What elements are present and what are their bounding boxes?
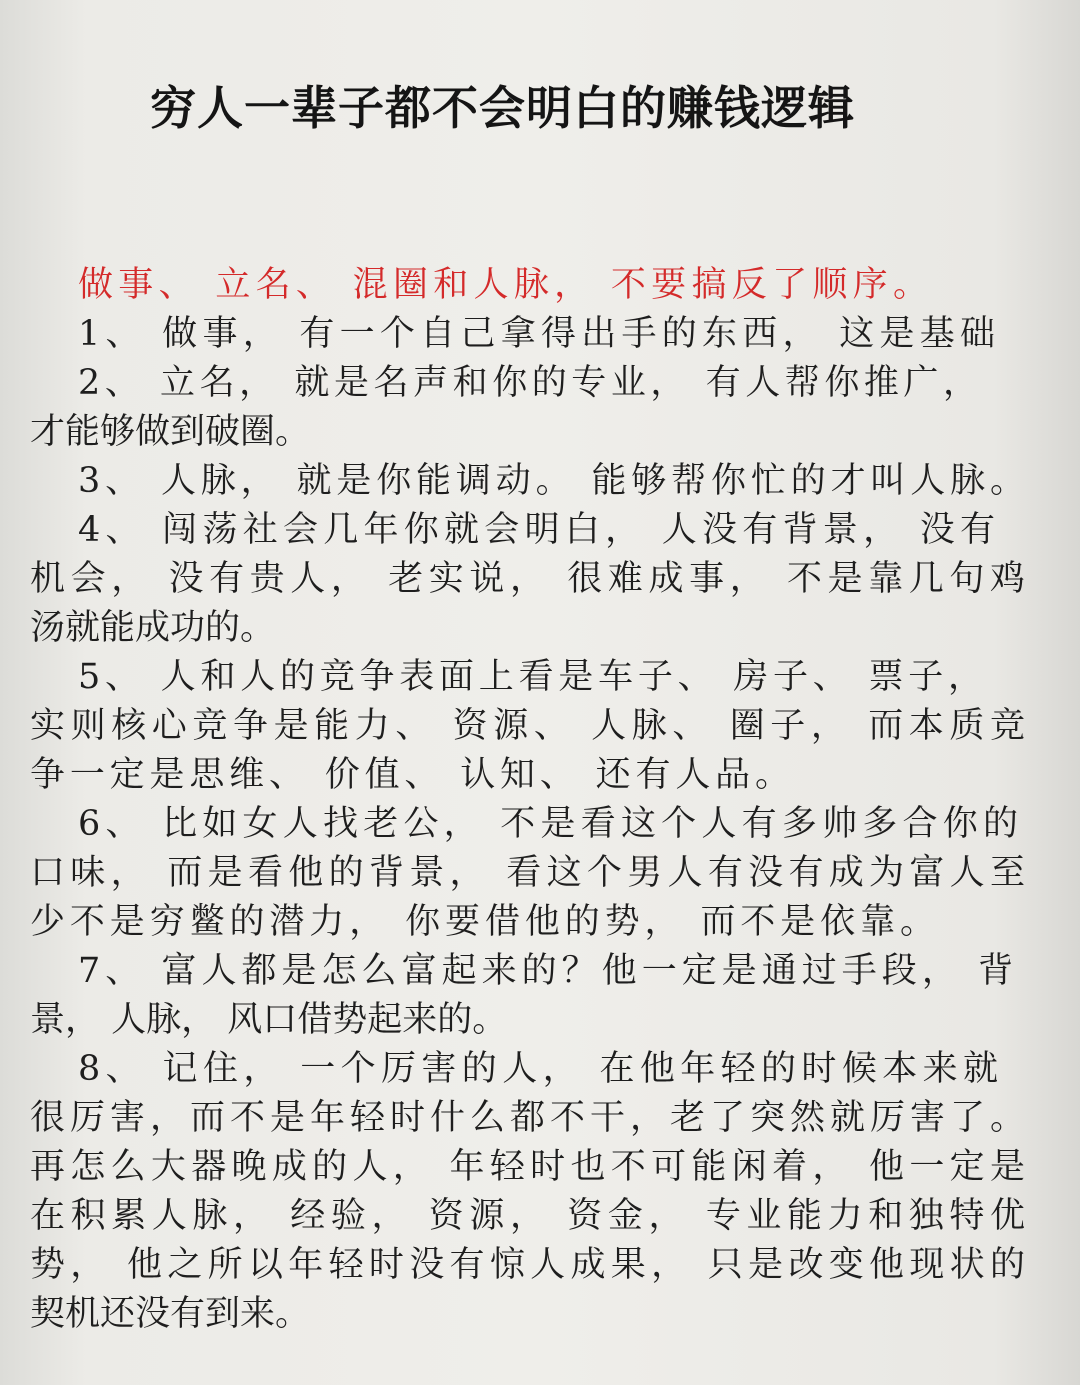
text-line: 7、 富人都是怎么富起来的？他一定是通过手段， 背 [78, 951, 1013, 991]
page-title: 穷人一辈子都不会明白的赚钱逻辑 [150, 81, 855, 135]
text-line: 汤就能成功的。 [30, 608, 276, 648]
lead-sentence: 做事、 立名、 混圈和人脉， 不要搞反了顺序。 [78, 265, 928, 305]
text-line: 5、 人和人的竞争表面上看是车子、 房子、 票子， [78, 657, 983, 697]
text-line: 势， 他之所以年轻时没有惊人成果， 只是改变他现状的 [30, 1245, 1025, 1285]
text-line: 4、 闯荡社会几年你就会明白， 人没有背景， 没有 [78, 510, 995, 550]
text-line: 口味， 而是看他的背景， 看这个男人有没有成为富人至 [30, 853, 1025, 893]
text-line: 8、 记住， 一个厉害的人， 在他年轻的时候本来就 [78, 1049, 998, 1089]
text-line: 少不是穷鳖的潜力， 你要借他的势， 而不是依靠。 [30, 902, 935, 942]
text-line: 争一定是思维、 价值、 认知、 还有人品。 [30, 755, 790, 795]
text-line: 契机还没有到来。 [30, 1294, 311, 1334]
text-line: 1、 做事， 有一个自己拿得出手的东西， 这是基础 [78, 314, 995, 354]
text-line: 再怎么大器晚成的人， 年轻时也不可能闲着， 他一定是 [30, 1147, 1025, 1187]
text-line: 机会， 没有贵人， 老实说， 很难成事， 不是靠几句鸡 [30, 559, 1025, 599]
text-line: 才能够做到破圈。 [30, 412, 311, 452]
text-line: 很厉害，而不是年轻时什么都不干，老了突然就厉害了。 [30, 1098, 1025, 1138]
text-line: 2、 立名， 就是名声和你的专业， 有人帮你推广， [78, 363, 978, 403]
text-line: 3、 人脉， 就是你能调动。 能够帮你忙的才叫人脉。 [78, 461, 1025, 501]
text-line: 在积累人脉， 经验， 资源， 资金， 专业能力和独特优 [30, 1196, 1025, 1236]
text-line: 景， 人脉， 风口借势起来的。 [30, 1000, 508, 1040]
text-line: 实则核心竞争是能力、 资源、 人脉、 圈子， 而本质竞 [30, 706, 1025, 746]
text-line: 6、 比如女人找老公， 不是看这个人有多帅多合你的 [78, 804, 1018, 844]
